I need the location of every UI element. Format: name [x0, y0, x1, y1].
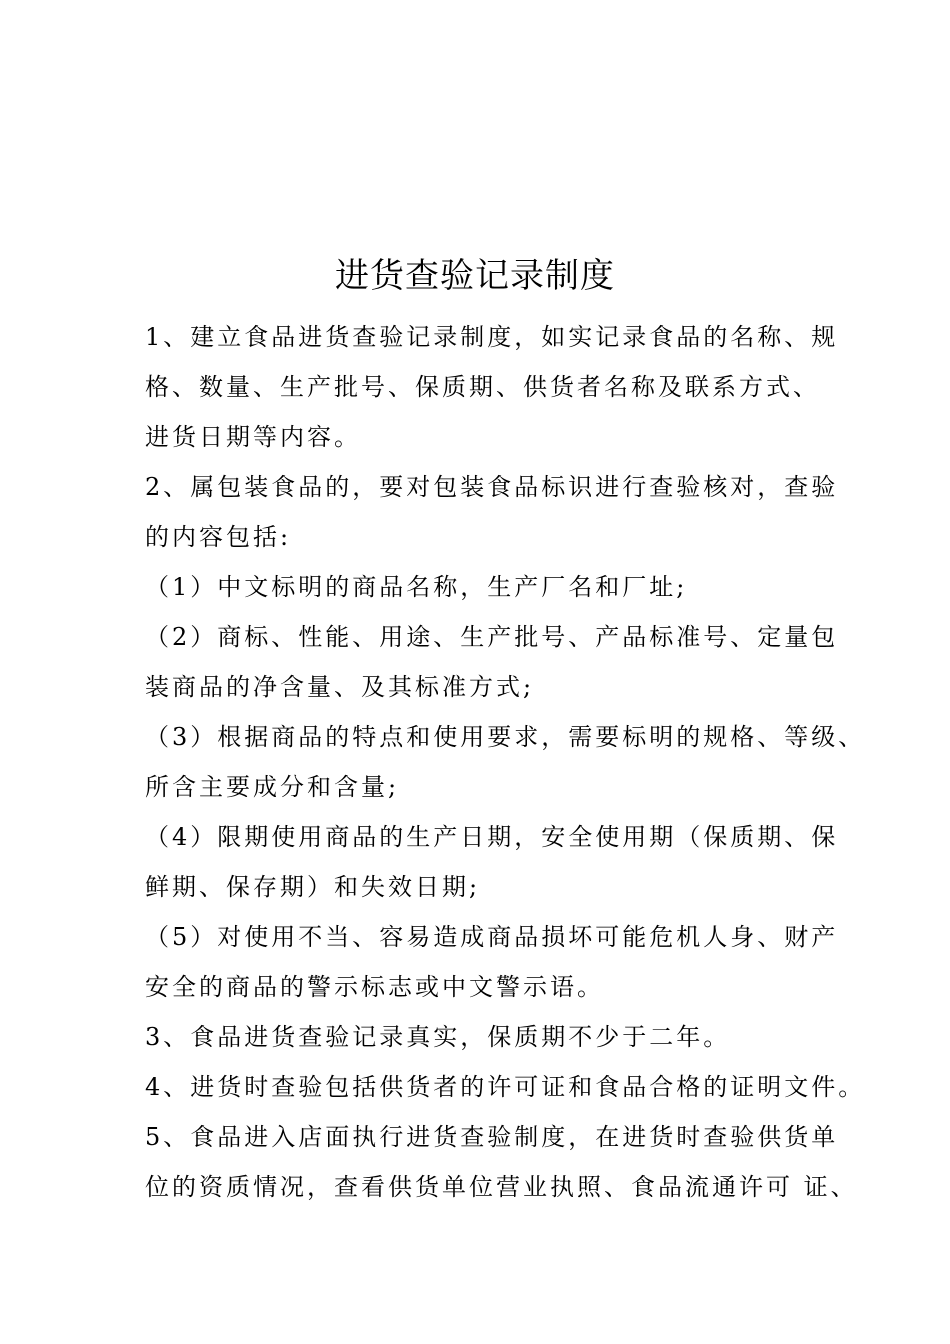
body-line: 2、属包装食品的，要对包装食品标识进行查验核对，查验: [145, 473, 839, 501]
body-line: （4）限期使用商品的生产日期，安全使用期（保质期、保: [145, 823, 839, 851]
document-body: [145, 312, 866, 1212]
body-line: 鲜期、保存期）和失效日期;: [145, 873, 481, 901]
body-line: 所含主要成分和含量;: [145, 773, 400, 801]
body-line: 3、食品进货查验记录真实，保质期不少于二年。: [145, 1023, 731, 1051]
body-line: 位的资质情况，查看供货单位营业执照、食品流通许可 证、: [145, 1173, 858, 1201]
body-line: 的内容包括:: [145, 523, 292, 551]
body-line: 4、进货时查验包括供货者的许可证和食品合格的证明文件。: [145, 1073, 866, 1101]
body-line: 装商品的净含量、及其标准方式;: [145, 673, 535, 701]
body-line: （3）根据商品的特点和使用要求，需要标明的规格、等级、: [145, 723, 866, 751]
body-line: 5、食品进入店面执行进货查验制度，在进货时查验供货单: [145, 1123, 839, 1151]
body-line: 1、建立食品进货查验记录制度，如实记录食品的名称、规: [145, 323, 839, 351]
body-line: 安全的商品的警示标志或中文警示语。: [145, 973, 604, 1001]
body-line: 进货日期等内容。: [145, 423, 361, 451]
document-title: 进货查验记录制度: [335, 256, 615, 296]
body-line: （1）中文标明的商品名称，生产厂名和厂址;: [145, 573, 688, 601]
body-line: （2）商标、性能、用途、生产批号、产品标准号、定量包: [145, 623, 839, 651]
body-line: 格、数量、生产批号、保质期、供货者名称及联系方式、: [145, 373, 820, 401]
body-line: （5）对使用不当、容易造成商品损坏可能危机人身、财产: [145, 923, 839, 951]
